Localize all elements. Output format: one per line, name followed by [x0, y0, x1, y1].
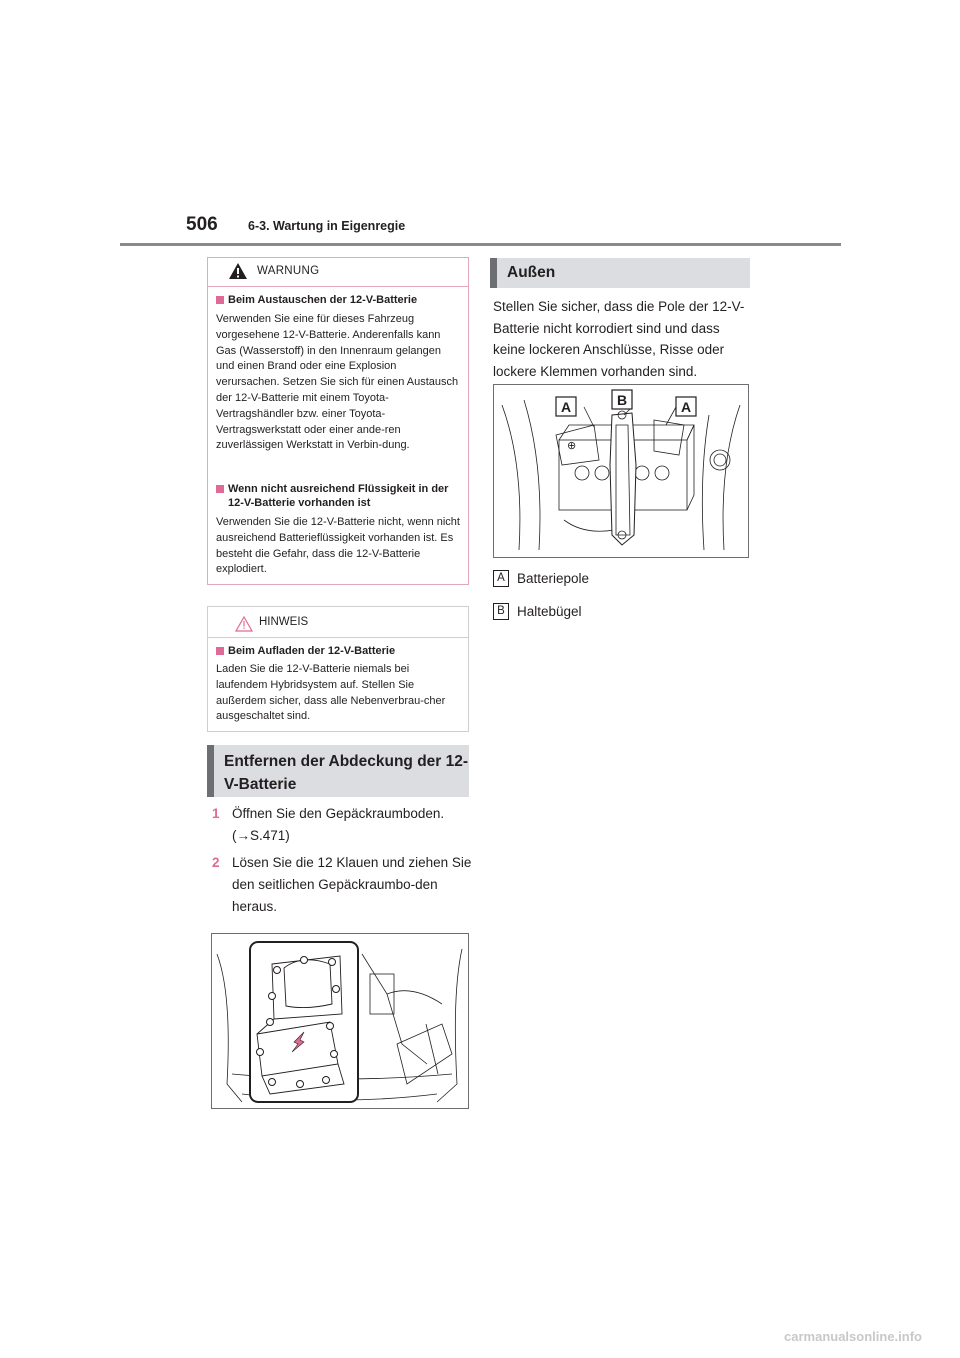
warning-triangle-icon [228, 262, 248, 280]
legend-key: A [493, 570, 509, 587]
step-text: Öffnen Sie den Gepäckraumboden. (→S.471) [232, 806, 445, 843]
hint-item [216, 644, 462, 725]
warning-item [216, 482, 462, 578]
warning-item-heading: Wenn nicht ausreichend Flüssigkeit in der 12-V-Batterie vorhanden ist [228, 483, 449, 509]
step-text: Lösen Sie die 12 Klauen und ziehen Sie den seitlichen Gepäckraumbo-den heraus. [232, 855, 472, 914]
trunk-drawing [212, 934, 468, 1108]
hint-box [207, 606, 469, 732]
legend-item [493, 603, 582, 620]
warning-title: WARNUNG [257, 265, 320, 277]
bullet-square-icon [216, 296, 224, 304]
watermark: carmanualsonline.info [784, 1329, 922, 1344]
legend-text: Batteriepole [517, 571, 590, 586]
warning-item-text: Verwenden Sie eine für dieses Fahrzeug vorgesehene 12-V-Batterie. Anderenfalls kann Gas (Wasserstoff) in den Innenraum gelangen und einen Brand oder eine Explosion verursachen. Setzen Sie sich für einen Austausch der 12-V-Batterie mit einem Toyota-Vertragshändler bzw. einer Toyota-Vertragswerkstatt oder einer ande-ren zuverlässigen Werkstatt in Verbin-dung. [216, 313, 459, 452]
figure-label-a1: A [560, 399, 572, 415]
bullet-square-icon [216, 647, 224, 655]
section-reference: 6-3. Wartung in Eigenregie [248, 219, 406, 233]
figure-label-a2: A [680, 399, 692, 415]
step-number: 2 [212, 855, 220, 870]
step-item [212, 852, 472, 918]
warning-header [208, 258, 468, 287]
svg-text:⊕: ⊕ [567, 440, 577, 452]
warning-item-text: Verwenden Sie die 12-V-Batterie nicht, wenn nicht ausreichend Batterieflüssigkeit vorhanden ist. Es besteht die Gefahr, dass die 12-V-Batterie explodiert. [216, 516, 460, 576]
hint-header [208, 607, 468, 638]
battery-illustration [493, 384, 749, 558]
warning-item [216, 293, 462, 454]
header-divider [120, 243, 841, 246]
section-heading-outside [490, 258, 750, 288]
caution-triangle-icon [235, 616, 253, 632]
step-number: 1 [212, 806, 220, 821]
figure-label-b: B [616, 392, 628, 408]
section-title: Entfernen der Abdeckung der 12-V-Batterie [224, 753, 469, 793]
hint-item-text: Laden Sie die 12-V-Batterie niemals bei laufendem Hybridsystem auf. Stellen Sie außerdem sicher, dass alle Nebenverbrau-cher ausgeschaltet sind. [216, 663, 446, 723]
battery-drawing [494, 385, 748, 557]
section-heading-removal [207, 745, 469, 797]
trunk-illustration [211, 933, 469, 1109]
bullet-square-icon [216, 485, 224, 493]
hint-item-heading: Beim Aufladen der 12-V-Batterie [228, 645, 396, 657]
section-title: Außen [507, 264, 556, 281]
warning-item-heading: Beim Austauschen der 12-V-Batterie [228, 294, 418, 306]
hint-title: HINWEIS [259, 616, 309, 628]
legend-text: Haltebügel [517, 604, 582, 619]
legend-key: B [493, 603, 509, 620]
section-body-text: Stellen Sie sicher, dass die Pole der 12-V-Batterie nicht korrodiert sind und dass keine lockeren Anschlüsse, Risse oder lockere Klemmen vorhanden sind. [493, 299, 745, 379]
page-number: 506 [186, 214, 218, 235]
warning-box [207, 257, 469, 585]
step-item [212, 803, 472, 847]
legend-item [493, 570, 589, 587]
